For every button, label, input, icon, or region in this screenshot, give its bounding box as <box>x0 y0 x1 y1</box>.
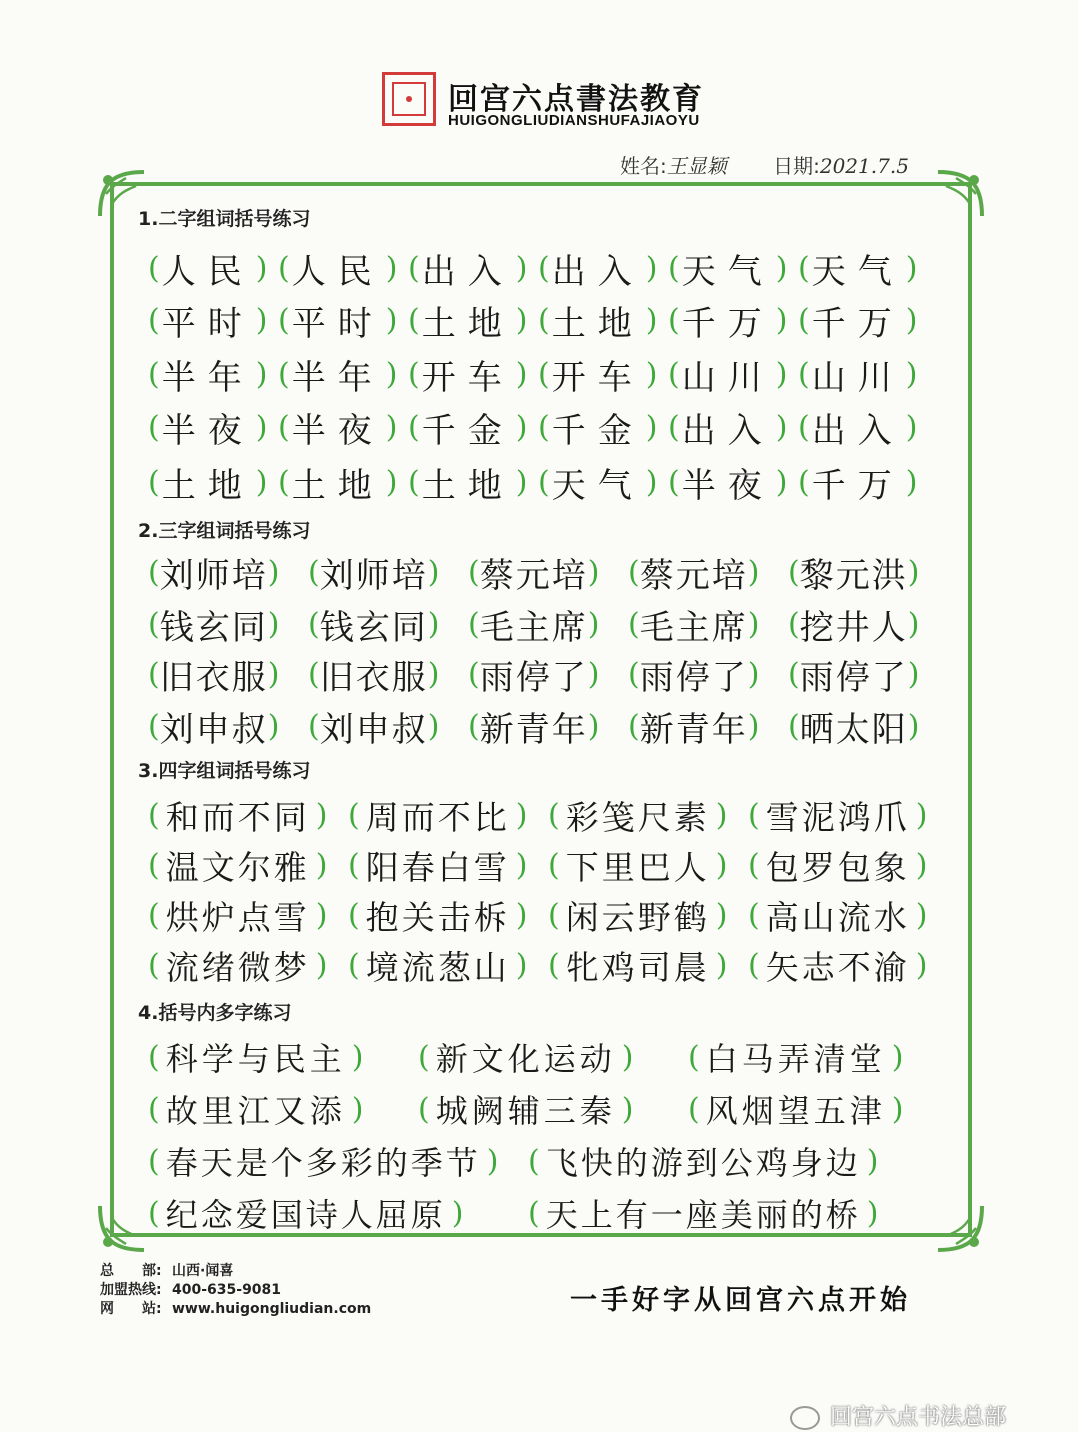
watermark-text: 回宫六点书法总部 <box>830 1405 1007 1430</box>
word-item: ( 刘申叔 ) <box>148 709 280 750</box>
word-item: ( 千金 ) <box>538 410 658 451</box>
word-item: ( 旧衣服 ) <box>148 657 280 698</box>
word-item: ( 科学与民主 ) <box>148 1039 364 1078</box>
word-item: ( 晒太阳 ) <box>788 709 920 750</box>
word-item: ( 纪念爱国诗人屈原 ) <box>148 1195 464 1234</box>
hotline-value: 400-635-9081 <box>172 1282 282 1298</box>
word-item: ( 雨停了 ) <box>468 657 600 698</box>
name-date-bar <box>620 150 949 179</box>
word-item: ( 土地 ) <box>538 303 658 344</box>
word-item: ( 天气 ) <box>538 465 658 506</box>
word-item: ( 土地 ) <box>408 303 528 344</box>
word-item: ( 钱玄同 ) <box>148 607 280 648</box>
word-item: ( 人民 ) <box>148 251 268 292</box>
word-item: ( 半夜 ) <box>668 465 788 506</box>
word-item: ( 半年 ) <box>278 357 398 398</box>
word-item: ( 新青年 ) <box>628 709 760 750</box>
section-4-row <box>148 1034 958 1080</box>
corner-ornament-icon <box>930 1198 990 1258</box>
section-2-row <box>148 702 948 751</box>
section-1-title: 1.二字组词括号练习 <box>138 208 311 230</box>
word-item: ( 包罗包象 ) <box>748 848 928 887</box>
watermark <box>790 1400 1006 1431</box>
word-item: ( 山川 ) <box>668 357 788 398</box>
word-item: ( 流绪微梦 ) <box>148 948 328 987</box>
brand-seal-logo <box>382 72 436 126</box>
brand-name-cn: 回宫六点書法教育 <box>448 82 704 117</box>
word-item: ( 天上有一座美丽的桥 ) <box>528 1195 879 1234</box>
word-item: ( 刘师培 ) <box>308 555 440 596</box>
word-item: ( 温文尔雅 ) <box>148 848 328 887</box>
word-item: ( 出入 ) <box>408 251 528 292</box>
section-3-row <box>148 892 948 939</box>
word-item: ( 开车 ) <box>538 357 658 398</box>
word-item: ( 毛主席 ) <box>468 607 600 648</box>
section-1-row <box>148 458 928 507</box>
section-2-row <box>148 600 948 649</box>
word-item: ( 白马弄清堂 ) <box>688 1039 904 1078</box>
word-item: ( 烘炉点雪 ) <box>148 898 328 937</box>
brand-name-en: HUIGONGLIUDIANSHUFAJIAOYU <box>448 112 700 129</box>
word-item: ( 春天是个多彩的季节 ) <box>148 1143 499 1182</box>
word-item: ( 出入 ) <box>538 251 658 292</box>
name-value: 王显颖 <box>666 154 727 178</box>
word-item: ( 半夜 ) <box>148 410 268 451</box>
word-item: ( 雪泥鸿爪 ) <box>748 798 928 837</box>
word-item: ( 高山流水 ) <box>748 898 928 937</box>
slogan: 一手好字从回宫六点开始 <box>570 1285 911 1316</box>
word-item: ( 矢志不渝 ) <box>748 948 928 987</box>
word-item: ( 半年 ) <box>148 357 268 398</box>
word-item: ( 抱关击柝 ) <box>348 898 528 937</box>
section-4-row <box>148 1138 908 1184</box>
word-item: ( 旧衣服 ) <box>308 657 440 698</box>
word-item: ( 刘申叔 ) <box>308 709 440 750</box>
word-item: ( 牝鸡司晨 ) <box>548 948 728 987</box>
word-item: ( 飞快的游到公鸡身边 ) <box>528 1143 879 1182</box>
word-item: ( 出入 ) <box>798 410 918 451</box>
section-3-row <box>148 842 948 889</box>
hq-label: 总 部: <box>100 1263 162 1279</box>
word-item: ( 千万 ) <box>798 465 918 506</box>
word-item: ( 天气 ) <box>668 251 788 292</box>
section-1-row <box>148 296 928 345</box>
word-item: ( 蔡元培 ) <box>628 555 760 596</box>
footer-contact <box>100 1262 371 1319</box>
section-3-title: 3.四字组词括号练习 <box>138 760 311 782</box>
word-item: ( 风烟望五津 ) <box>688 1091 904 1130</box>
website-value: www.huigongliudian.com <box>172 1301 372 1317</box>
date-label: 日期: <box>773 154 820 178</box>
hq-value: 山西·闻喜 <box>172 1263 234 1279</box>
section-1-row <box>148 350 928 399</box>
word-item: ( 新文化运动 ) <box>418 1039 634 1078</box>
word-item: ( 新青年 ) <box>468 709 600 750</box>
word-item: ( 土地 ) <box>408 465 528 506</box>
section-4-row <box>148 1190 908 1236</box>
word-item: ( 和而不同 ) <box>148 798 328 837</box>
section-1-row <box>148 244 928 293</box>
section-3-row <box>148 942 948 989</box>
word-item: ( 彩笺尺素 ) <box>548 798 728 837</box>
word-item: ( 黎元洪 ) <box>788 555 920 596</box>
word-item: ( 土地 ) <box>278 465 398 506</box>
word-item: ( 境流葱山 ) <box>348 948 528 987</box>
word-item: ( 下里巴人 ) <box>548 848 728 887</box>
word-item: ( 半夜 ) <box>278 410 398 451</box>
date-value: 2021.7.5 <box>819 154 909 178</box>
word-item: ( 人民 ) <box>278 251 398 292</box>
word-item: ( 故里江又添 ) <box>148 1091 364 1130</box>
word-item: ( 钱玄同 ) <box>308 607 440 648</box>
wechat-icon <box>790 1406 820 1430</box>
section-2-row <box>148 650 948 699</box>
word-item: ( 挖井人 ) <box>788 607 920 648</box>
section-4-title: 4.括号内多字练习 <box>138 1002 292 1024</box>
section-2-title: 2.三字组词括号练习 <box>138 520 311 542</box>
word-item: ( 平时 ) <box>148 303 268 344</box>
corner-ornament-icon <box>92 1198 152 1258</box>
word-item: ( 毛主席 ) <box>628 607 760 648</box>
word-item: ( 平时 ) <box>278 303 398 344</box>
section-1-row <box>148 403 928 452</box>
word-item: ( 蔡元培 ) <box>468 555 600 596</box>
word-item: ( 周而不比 ) <box>348 798 528 837</box>
section-3-row <box>148 792 948 839</box>
word-item: ( 出入 ) <box>668 410 788 451</box>
word-item: ( 阳春白雪 ) <box>348 848 528 887</box>
word-item: ( 天气 ) <box>798 251 918 292</box>
name-label: 姓名: <box>620 154 667 178</box>
word-item: ( 闲云野鹤 ) <box>548 898 728 937</box>
hotline-label: 加盟热线: <box>100 1282 162 1298</box>
word-item: ( 刘师培 ) <box>148 555 280 596</box>
word-item: ( 千金 ) <box>408 410 528 451</box>
website-label: 网 站: <box>100 1301 162 1317</box>
word-item: ( 土地 ) <box>148 465 268 506</box>
word-item: ( 雨停了 ) <box>788 657 920 698</box>
word-item: ( 千万 ) <box>798 303 918 344</box>
corner-ornament-icon <box>930 164 990 224</box>
word-item: ( 城阙辅三秦 ) <box>418 1091 634 1130</box>
word-item: ( 雨停了 ) <box>628 657 760 698</box>
brand-header <box>380 70 740 132</box>
section-4-row <box>148 1086 958 1132</box>
word-item: ( 山川 ) <box>798 357 918 398</box>
section-2-row <box>148 548 948 597</box>
word-item: ( 开车 ) <box>408 357 528 398</box>
word-item: ( 千万 ) <box>668 303 788 344</box>
